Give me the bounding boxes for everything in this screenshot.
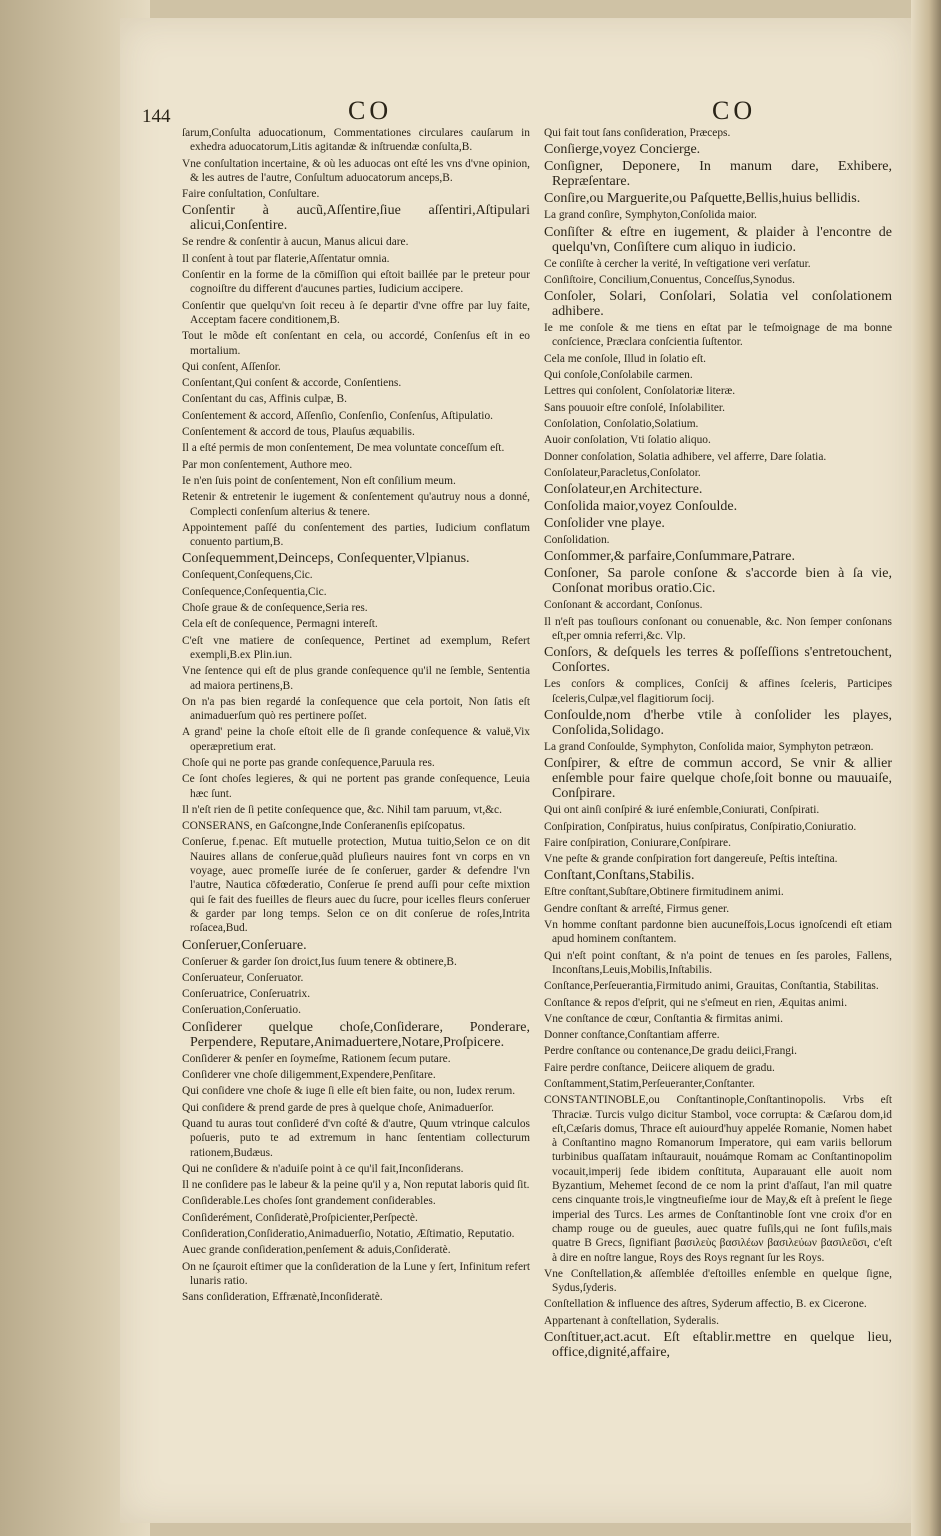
dictionary-entry: Ie me conſole & me tiens en eſtat par le teſmoignage de ma bonne conſcience, Præclara conſcientia ſuſtentor.	[544, 322, 892, 349]
dictionary-entry: Lettres qui conſolent, Conſolatoriæ literæ.	[544, 385, 736, 398]
dictionary-entry: Conſolation, Conſolatio,Solatium.	[544, 417, 699, 430]
dictionary-entry: Donner conſtance,Conſtantiam afferre.	[544, 1029, 720, 1042]
dictionary-entry: Sans pouuoir eſtre conſolé, Inſolabiliter.	[544, 401, 725, 414]
page-number: 144	[142, 106, 171, 127]
dictionary-entry: Conſentement & accord, Aſſenſio, Conſenſio, Conſenſus, Aſtipulatio.	[182, 409, 493, 422]
dictionary-entry: Conſonant & accordant, Conſonus.	[544, 599, 703, 612]
dictionary-entry: Auoir conſolation, Vti ſolatio aliquo.	[544, 434, 711, 447]
dictionary-entry: Conſiderer vne choſe diligemment,Expendere,Penſitare.	[182, 1069, 436, 1082]
dictionary-entry: Par mon conſentement, Authore meo.	[182, 458, 353, 471]
dictionary-entry: Vne ſentence qui eſt de plus grande conſequence qu'il ne ſemble, Sententia ad maiora pertinens,B.	[182, 665, 530, 692]
dictionary-entry: Conſoler, Solari, Conſolari, Solatia vel conſolationem adhibere.	[544, 289, 892, 320]
dictionary-entry: Il n'eſt pas touſiours conſonant ou conuenable, &c. Non ſemper conſonans eſt,per omnia referri,&c. Vlp.	[544, 615, 892, 643]
dictionary-entry: Faire conſultation, Conſultare.	[182, 188, 320, 201]
dictionary-entry: CONSERANS, en Gaſcongne,Inde Conſeranenſis epiſcopatus.	[182, 820, 466, 833]
left-column	[182, 126, 530, 1306]
dictionary-entry: Conſeruateur, Conſeruator.	[182, 971, 304, 984]
dictionary-entry: On ne ſçauroit eſtimer que la conſideration de la Lune y ſert, Infinitum refert lunaris ratio.	[182, 1260, 530, 1287]
dictionary-entry: Quand tu auras tout conſideré d'vn coſté & d'autre, Quum vtrinque calculos poſueris, puto te ad extremum in hanc ſententiam collecturum rationem,Budæus.	[182, 1117, 530, 1159]
dictionary-entry: Conſeruer & garder ſon droict,Ius ſuum tenere & obtinere,B.	[182, 955, 457, 968]
dictionary-entry: Cela me conſole, Illud in ſolatio eſt.	[544, 352, 706, 365]
dictionary-entry: Ce ſont choſes legieres, & qui ne portent pas grande conſequence, Leuia hæc ſunt.	[182, 773, 530, 800]
dictionary-entry: Qui fait tout ſans conſideration, Præceps.	[544, 127, 731, 139]
dictionary-entry: Choſe qui ne porte pas grande conſequence,Paruula res.	[182, 756, 435, 769]
running-head-left: CO	[348, 96, 393, 125]
dictionary-entry: Vne conſultation incertaine, & où les aduocas ont eſté les vns d'vne opinion, & les autres de l'autre, Conſultum aduocatorum anceps,B.	[182, 157, 530, 184]
dictionary-entry: Conſentir en la forme de la cōmiſſion qui eſtoit baillée par le preteur pour cognoiſtre du different d'aucunes parties, Iudicium accipere.	[182, 269, 530, 296]
right-column	[544, 126, 892, 1362]
dictionary-entry: Qui n'eſt point conſtant, & n'a point de tenues en ſes paroles, Fallens, Inconſtans,Leuis,Mobilis,Inſtabilis.	[544, 949, 892, 976]
dictionary-entry: Qui conſidere vne choſe & iuge ſi elle eſt bien faite, ou non, Iudex rerum.	[182, 1085, 516, 1098]
dictionary-entry: Choſe graue & de conſequence,Seria res.	[182, 602, 368, 615]
dictionary-entry: Conſeruation,Conſeruatio.	[182, 1004, 301, 1017]
dictionary-entry: Conſiſtoire, Concilium,Conuentus, Conceſſus,Synodus.	[544, 273, 795, 286]
dictionary-entry: Conſolider vne playe.	[544, 516, 665, 532]
dictionary-entry: Conſoulde,nom d'herbe vtile à conſolider les playes, Conſolida,Solidago.	[544, 707, 892, 738]
dictionary-entry: Vne Conſtellation,& aſſemblée d'eſtoilles enſemble en quelque ſigne, Sydus,ſyderis.	[544, 1267, 892, 1295]
dictionary-entry: Conſentir à aucũ,Aſſentire,ſiue aſſentiri,Aſtipulari alicui,Conſentire.	[182, 203, 530, 234]
dictionary-entry: Donner conſolation, Solatia adhibere, vel afferre, Dare ſolatia.	[544, 450, 827, 463]
page-edge	[911, 0, 941, 1536]
dictionary-entry: Qui conſidere & prend garde de pres à quelque choſe, Animaduerſor.	[182, 1101, 494, 1114]
dictionary-entry: Conſentement & accord de tous, Plauſus æquabilis.	[182, 426, 415, 439]
dictionary-entry: Retenir & entretenir le iugement & conſentement qu'autruy nous a donné, Complecti conſenſum alterius & tenere.	[182, 491, 530, 518]
dictionary-entry: Vne conſtance de cœur, Conſtantia & firmitas animi.	[544, 1012, 783, 1025]
dictionary-entry: Qui ont ainſi conſpiré & iuré enſemble,Coniurati, Conſpirati.	[544, 804, 820, 817]
dictionary-entry: Conſtant,Conſtans,Stabilis.	[544, 868, 695, 884]
dictionary-entry: Appointement paſſé du conſentement des parties, Iudicium conflatum conuento partium,B.	[182, 521, 530, 549]
dictionary-entry: A grand' peine la choſe eſtoit elle de ſi grande conſequence & valuë,Vix operæpretium erat.	[182, 726, 530, 753]
dictionary-entry: Il conſent à tout par flaterie,Aſſentatur omnia.	[182, 252, 390, 265]
dictionary-entry: Sans conſideration, Effrænatè,Inconſideratè.	[182, 1291, 383, 1304]
dictionary-entry: Conſiderer & penſer en ſoymeſme, Rationem ſecum putare.	[182, 1052, 451, 1065]
dictionary-entry: Conſiſter & eſtre en iugement, & plaider à l'encontre de quelqu'vn, Conſiſtere cum aliquo in iudicio.	[544, 224, 892, 255]
dictionary-entry: Il a eſté permis de mon conſentement, De mea voluntate conceſſum eſt.	[182, 442, 505, 455]
dictionary-entry: Conſtance,Perſeuerantia,Firmitudo animi, Grauitas, Conſtantia, Stabilitas.	[544, 980, 879, 993]
dictionary-entry: Conſtance & repos d'eſprit, qui ne s'eſmeut en rien, Æquitas animi.	[544, 996, 848, 1009]
dictionary-entry: Qui conſole,Conſolabile carmen.	[544, 369, 693, 382]
dictionary-entry: Conſequemment,Deinceps, Conſequenter,Vlpianus.	[182, 551, 470, 567]
dictionary-entry: Conſiderable.Les choſes ſont grandement conſiderables.	[182, 1195, 436, 1208]
dictionary-entry: On n'a pas bien regardé la conſequence que cela portoit, Non ſatis eſt animaduerſum quò res pertinere poſſet.	[182, 695, 530, 723]
dictionary-entry: Conſentant du cas, Affinis culpæ, B.	[182, 393, 347, 406]
dictionary-entry: Conſpirer, & eſtre de commun accord, Se vnir & allier enſemble pour faire quelque choſe,ſoit bonne ou mauuaiſe, Conſpirare.	[544, 756, 892, 802]
dictionary-entry: Se rendre & conſentir à aucun, Manus alicui dare.	[182, 236, 409, 249]
book-page	[120, 18, 912, 1523]
dictionary-entry: Il ne conſidere pas le labeur & la peine qu'il y a, Non reputat laboris quid ſit.	[182, 1179, 530, 1192]
running-head-right: CO	[712, 96, 757, 125]
dictionary-entry: Ce conſiſte à cercher la verité, In veſtigatione veri verſatur.	[544, 257, 811, 270]
dictionary-entry: Conſolida maior,voyez Conſoulde.	[544, 499, 738, 515]
dictionary-entry: Conſtellation & influence des aſtres, Syderum affectio, B. ex Cicerone.	[544, 1298, 867, 1311]
dictionary-entry: Conſentant,Qui conſent & accorde, Conſentiens.	[182, 377, 402, 390]
dictionary-entry: Conſideration,Conſideratio,Animaduerſio, Notatio, Æſtimatio, Reputatio.	[182, 1228, 515, 1240]
dictionary-entry: ſarum,Conſulta aduocationum, Commentationes circulares cauſarum in exhedra aduocatorum,Litis agitandæ & inſtruendæ conſulta,B.	[182, 127, 530, 154]
dictionary-entry: La grand Conſoulde, Symphyton, Conſolida maior, Symphyton petræon.	[544, 740, 874, 753]
dictionary-entry: Eſtre conſtant,Subſtare,Obtinere firmitudinem animi.	[544, 886, 784, 899]
dictionary-entry: La grand conſire, Symphyton,Conſolida maior.	[544, 209, 757, 222]
dictionary-entry: Conſigner, Deponere, In manum dare, Exhibere, Repræſentare.	[544, 159, 892, 190]
dictionary-entry: Les conſors & complices, Conſcij & affines ſceleris, Participes ſceleris,Culpæ,vel flagitiorum ſocij.	[544, 678, 892, 705]
dictionary-entry: Conſequence,Conſequentia,Cic.	[182, 585, 327, 598]
dictionary-entry: Conſtituer,act.acut. Eſt eſtablir.mettre en quelque lieu, office,dignité,affaire,	[544, 1330, 892, 1361]
dictionary-entry: Conſolidation.	[544, 534, 610, 547]
dictionary-entry: Conſentir que quelqu'vn ſoit receu à ſe departir d'vne offre par luy faite, Acceptam facere conditionem,B.	[182, 299, 530, 326]
dictionary-entry: Conſolateur,Paracletus,Conſolator.	[544, 466, 701, 479]
dictionary-entry: Conſiderément, Conſideratè,Proſpicienter,Perſpectè.	[182, 1211, 418, 1224]
dictionary-entry: Faire conſpiration, Coniurare,Conſpirare.	[544, 836, 731, 849]
dictionary-entry: Conſors, & deſquels les terres & poſſeſſions s'entretouchent, Conſortes.	[544, 645, 892, 676]
dictionary-entry: Conſoner, Sa parole conſone & s'accorde bien à ſa vie, Conſonat moribus oratio.Cic.	[544, 566, 892, 597]
dictionary-entry: Conſeruer,Conſeruare.	[182, 937, 307, 953]
dictionary-entry: Tout le mõde eſt conſentant en cela, ou accordé, Conſenſus eſt in eo mortalium.	[182, 330, 530, 357]
dictionary-entry: Conſommer,& parfaire,Conſummare,Patrare.	[544, 549, 795, 565]
dictionary-entry: Il n'eſt rien de ſi petite conſequence que, &c. Nihil tam paruum, vt,&c.	[182, 803, 502, 816]
dictionary-entry: Conſire,ou Marguerite,ou Paſquette,Bellis,huius bellidis.	[544, 191, 861, 207]
dictionary-entry: Faire perdre conſtance, Deiicere aliquem de gradu.	[544, 1061, 775, 1074]
dictionary-entry: Qui conſent, Aſſenſor.	[182, 360, 281, 373]
dictionary-entry: Vne peſte & grande conſpiration fort dangereuſe, Peſtis inteſtina.	[544, 853, 838, 866]
dictionary-entry: Vn homme conſtant pardonne bien aucuneſfois,Locus ignoſcendi eſt etiam apud hominem conſtantem.	[544, 919, 892, 946]
dictionary-entry: Appartenant à conſtellation, Syderalis.	[544, 1314, 719, 1327]
dictionary-entry: Auec grande conſideration,penſement & aduis,Conſideratè.	[182, 1244, 451, 1257]
dictionary-entry: Conſiderer quelque choſe,Conſiderare, Ponderare, Perpendere, Reputare,Animaduertere,Notare,Proſpicere.	[182, 1019, 530, 1050]
dictionary-entry: Gendre conſtant & arreſté, Firmus gener.	[544, 902, 730, 915]
dictionary-entry: Conſierge,voyez Concierge.	[544, 142, 701, 158]
dictionary-entry: Ie n'en ſuis point de conſentement, Non eſt conſilium meum.	[182, 474, 456, 487]
dictionary-entry: Conſequent,Conſequens,Cic.	[182, 569, 313, 582]
dictionary-entry: Perdre conſtance ou contenance,De gradu deiici,Frangi.	[544, 1045, 798, 1058]
dictionary-entry: Cela eſt de conſequence, Permagni intereſt.	[182, 618, 378, 631]
dictionary-entry: Conſolateur,en Architecture.	[544, 482, 703, 498]
dictionary-entry: Conſerue, f.penac. Eſt mutuelle protection, Mutua tuitio,Selon ce on dit Nauires allans de conſerue,quãd pluſieurs nauires font vn corps en vn voyage, auec promeſſe iurée de ſe conſeruer, garder & defendre l'vn l'autre, Nautica cōfœderatio, Conſerue ſe prend auſſi pour ceſte mixtion qui ſe fait des fueilles de fleurs auec du ſucre, pour icelles fleurs conſeruer & garder par long temps. Selon ce on dit conſerue de roſes,Intrita roſacea,Bud.	[182, 836, 530, 935]
dictionary-entry: Conſtamment,Statim,Perſeueranter,Conſtanter.	[544, 1077, 755, 1090]
dictionary-entry: Conſpiration, Conſpiratus, huius conſpiratus, Conſpiratio,Coniuratio.	[544, 820, 857, 833]
dictionary-entry: C'eſt vne matiere de conſequence, Pertinet ad exemplum, Refert exempli,B.ex Plin.iun.	[182, 634, 530, 661]
dictionary-entry: Qui ne conſidere & n'aduiſe point à ce qu'il fait,Inconſiderans.	[182, 1162, 464, 1175]
dictionary-entry: CONSTANTINOBLE,ou Conſtantinople,Conſtantinopolis. Vrbs eſt Thraciæ. Turcis vulgo dicitur Stambol, voce corrupta: & Cæſarou dom,id eſt,Cæſaris domus, Thrace eſt auiourd'huy appelée Romanie, Nomen habet à Conſtantino magno Romanorum Imperatore, qui eam variis bellorum turbinibus quaſſatam inſtaurauit, nouámque Romam ac Conſtantinopolim vocauit,imperij ſede ibidem conſtituta, Auparauant elle auoit nom Byzantium, Mehemet ſecond de ce nom la print d'aſſaut, l'an mil quatre cens cinquante trois,le vingtneufieſme iour de May,& eſt à preſent le ſiege imperial des Turcs. Les armes de Conſtantinoble ſont vne croix d'or en champ rouge ou de gueules, auec quatre fuſils,qui ne ſont fuſils,mais quatre B Grecs, ſignifiant βασιλεὺς βασιλέων βασιλεύων βασιλεῦσι, c'eſt à dire en noſtre langue, Roys des Roys regnant ſur les Roys.	[544, 1094, 892, 1264]
dictionary-entry: Conſeruatrice, Conſeruatrix.	[182, 988, 311, 1001]
